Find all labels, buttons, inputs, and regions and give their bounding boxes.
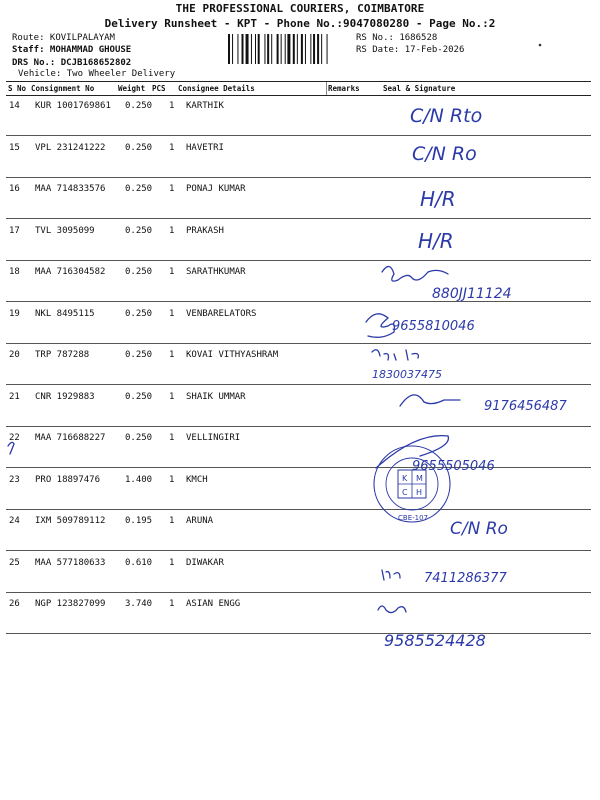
row-consignment: MAA 577180633 [35,557,106,568]
row-consignee: ARUNA [186,516,214,526]
stamp-bottom: CBE-107 [398,514,428,522]
row-weight: 1.400 [125,474,153,485]
row-consignee: KOVAI VITHYASHRAM [186,350,279,360]
row-sno: 23 [9,474,20,485]
row-consignment: NKL 8495115 [35,308,95,319]
row-consignee: PRAKASH [186,225,224,236]
row-weight: 3.740 [125,599,153,609]
sig-18-num: 880JJ11124 [432,286,512,302]
row-sno: 20 [9,350,20,360]
vehicle-label: Vehicle: Two Wheeler Delivery [18,69,176,79]
col-weight: Weight [118,84,146,93]
row-sno: 15 [9,142,20,153]
col-seal: Seal & Signature [383,84,456,93]
row-pcs: 1 [169,391,175,402]
row-consignment: VPL 231241222 [35,142,106,153]
row-consignment: MAA 716688227 [35,433,106,443]
col-pcs: PCS [152,84,166,93]
row-consignment: MAA 716304582 [35,267,106,277]
row-consignment: MAA 714833576 [35,184,106,194]
table-row [6,219,591,261]
row-weight: 0.195 [125,516,153,526]
row-consignee: ASIAN ENGG [186,599,241,609]
table-row [6,136,591,178]
company-title: THE PROFESSIONAL COURIERS, COIMBATORE [175,2,425,15]
row-pcs: 1 [169,142,175,153]
row-pcs: 1 [169,516,175,526]
row-pcs: 1 [169,557,175,568]
row-sno: 17 [9,225,20,236]
sig-19-num: 9655810046 [392,319,475,334]
row-consignee: KARTHIK [186,101,224,111]
row-sno: 14 [9,101,20,111]
drs-label: DRS No.: DCJB168652802 [12,58,132,68]
table-row [6,177,591,219]
row-consignment: TRP 787288 [35,350,90,360]
row-pcs: 1 [169,225,175,236]
row-sno: 16 [9,184,20,194]
row-consignee: SHAIK UMMAR [186,391,246,402]
row-weight: 0.250 [125,433,153,443]
row-sno: 25 [9,557,20,568]
table-row [6,302,591,344]
row-pcs: 1 [169,350,175,360]
row-weight: 0.250 [125,184,153,194]
rs-date: RS Date: 17-Feb-2026 [356,45,465,55]
row-sno: 22 [9,433,20,443]
row-pcs: 1 [169,599,175,609]
sig-14: C/N Rto [410,105,483,127]
row-pcs: 1 [169,474,175,485]
row-consignment: TVL 3095099 [35,225,95,236]
col-remarks: Remarks [328,84,360,93]
runsheet-subtitle: Delivery Runsheet - KPT - Phone No.:9047080280 - Page No.:2 [104,17,496,30]
row-consignee: KMCH [186,474,208,485]
stamp-c: C [402,488,408,497]
table-row [6,385,591,427]
sig-15: C/N Ro [412,143,477,165]
row-consignment: PRO 18897476 [35,474,101,485]
row-weight: 0.610 [125,557,153,568]
row-weight: 0.250 [125,391,153,402]
table-row [6,260,591,302]
row-pcs: 1 [169,433,175,443]
sig-24: C/N Ro [450,519,508,539]
staff-label: Staff: MOHAMMAD GHOUSE [12,45,132,55]
table-row [6,551,591,593]
row-weight: 0.250 [125,267,153,277]
sig-25-num: 7411286377 [424,571,507,586]
stamp-m: M [416,474,423,483]
row-consignment: KUR 1001769861 [35,101,111,111]
row-sno: 19 [9,308,20,319]
row-sno: 24 [9,516,20,526]
row-sno: 21 [9,391,20,402]
row-sno: 18 [9,267,20,277]
table-row [6,426,591,468]
table-row [6,468,591,510]
row-weight: 0.250 [125,101,153,111]
stamp-h: H [416,488,423,497]
stamp-k: K [402,474,408,483]
row-consignee: VELLINGIRI [186,433,241,443]
table-row [6,94,591,136]
sig-22-num: 9655505046 [412,459,495,474]
table-row [6,592,591,634]
row-weight: 0.250 [125,350,153,360]
corner-mark-icon [537,42,543,48]
route-label: Route: KOVILPALAYAM [12,33,115,43]
row-consignee: PONAJ KUMAR [186,184,246,194]
table-row [6,343,591,385]
row-consignee: VENBARELATORS [186,308,257,319]
row-pcs: 1 [169,101,175,111]
sig-16: H/R [420,187,456,211]
table-row [6,509,591,551]
row-consignee: SARATHKUMAR [186,267,246,277]
row-consignment: NGP 123827099 [35,599,106,609]
row-weight: 0.250 [125,142,153,153]
row-weight: 0.250 [125,225,153,236]
row-consignee: DIWAKAR [186,557,224,568]
row-weight: 0.250 [125,308,153,319]
sig-20-num: 1830037475 [372,368,442,381]
rs-number: RS No.: 1686528 [356,33,438,43]
sig-17: H/R [418,229,454,253]
col-consignment: Consignment No [31,84,95,93]
row-sno: 26 [9,599,20,609]
col-consignee: Consignee Details [178,84,255,93]
row-consignment: IXM 509789112 [35,516,106,526]
col-sno: S No [8,84,27,93]
row-pcs: 1 [169,308,175,319]
row-pcs: 1 [169,184,175,194]
sig-26-num: 9585524428 [384,631,486,650]
row-consignee: HAVETRI [186,142,224,153]
barcode [228,34,352,64]
sig-21-num: 9176456487 [484,399,567,414]
row-consignment: CNR 1929883 [35,391,95,402]
row-pcs: 1 [169,267,175,277]
